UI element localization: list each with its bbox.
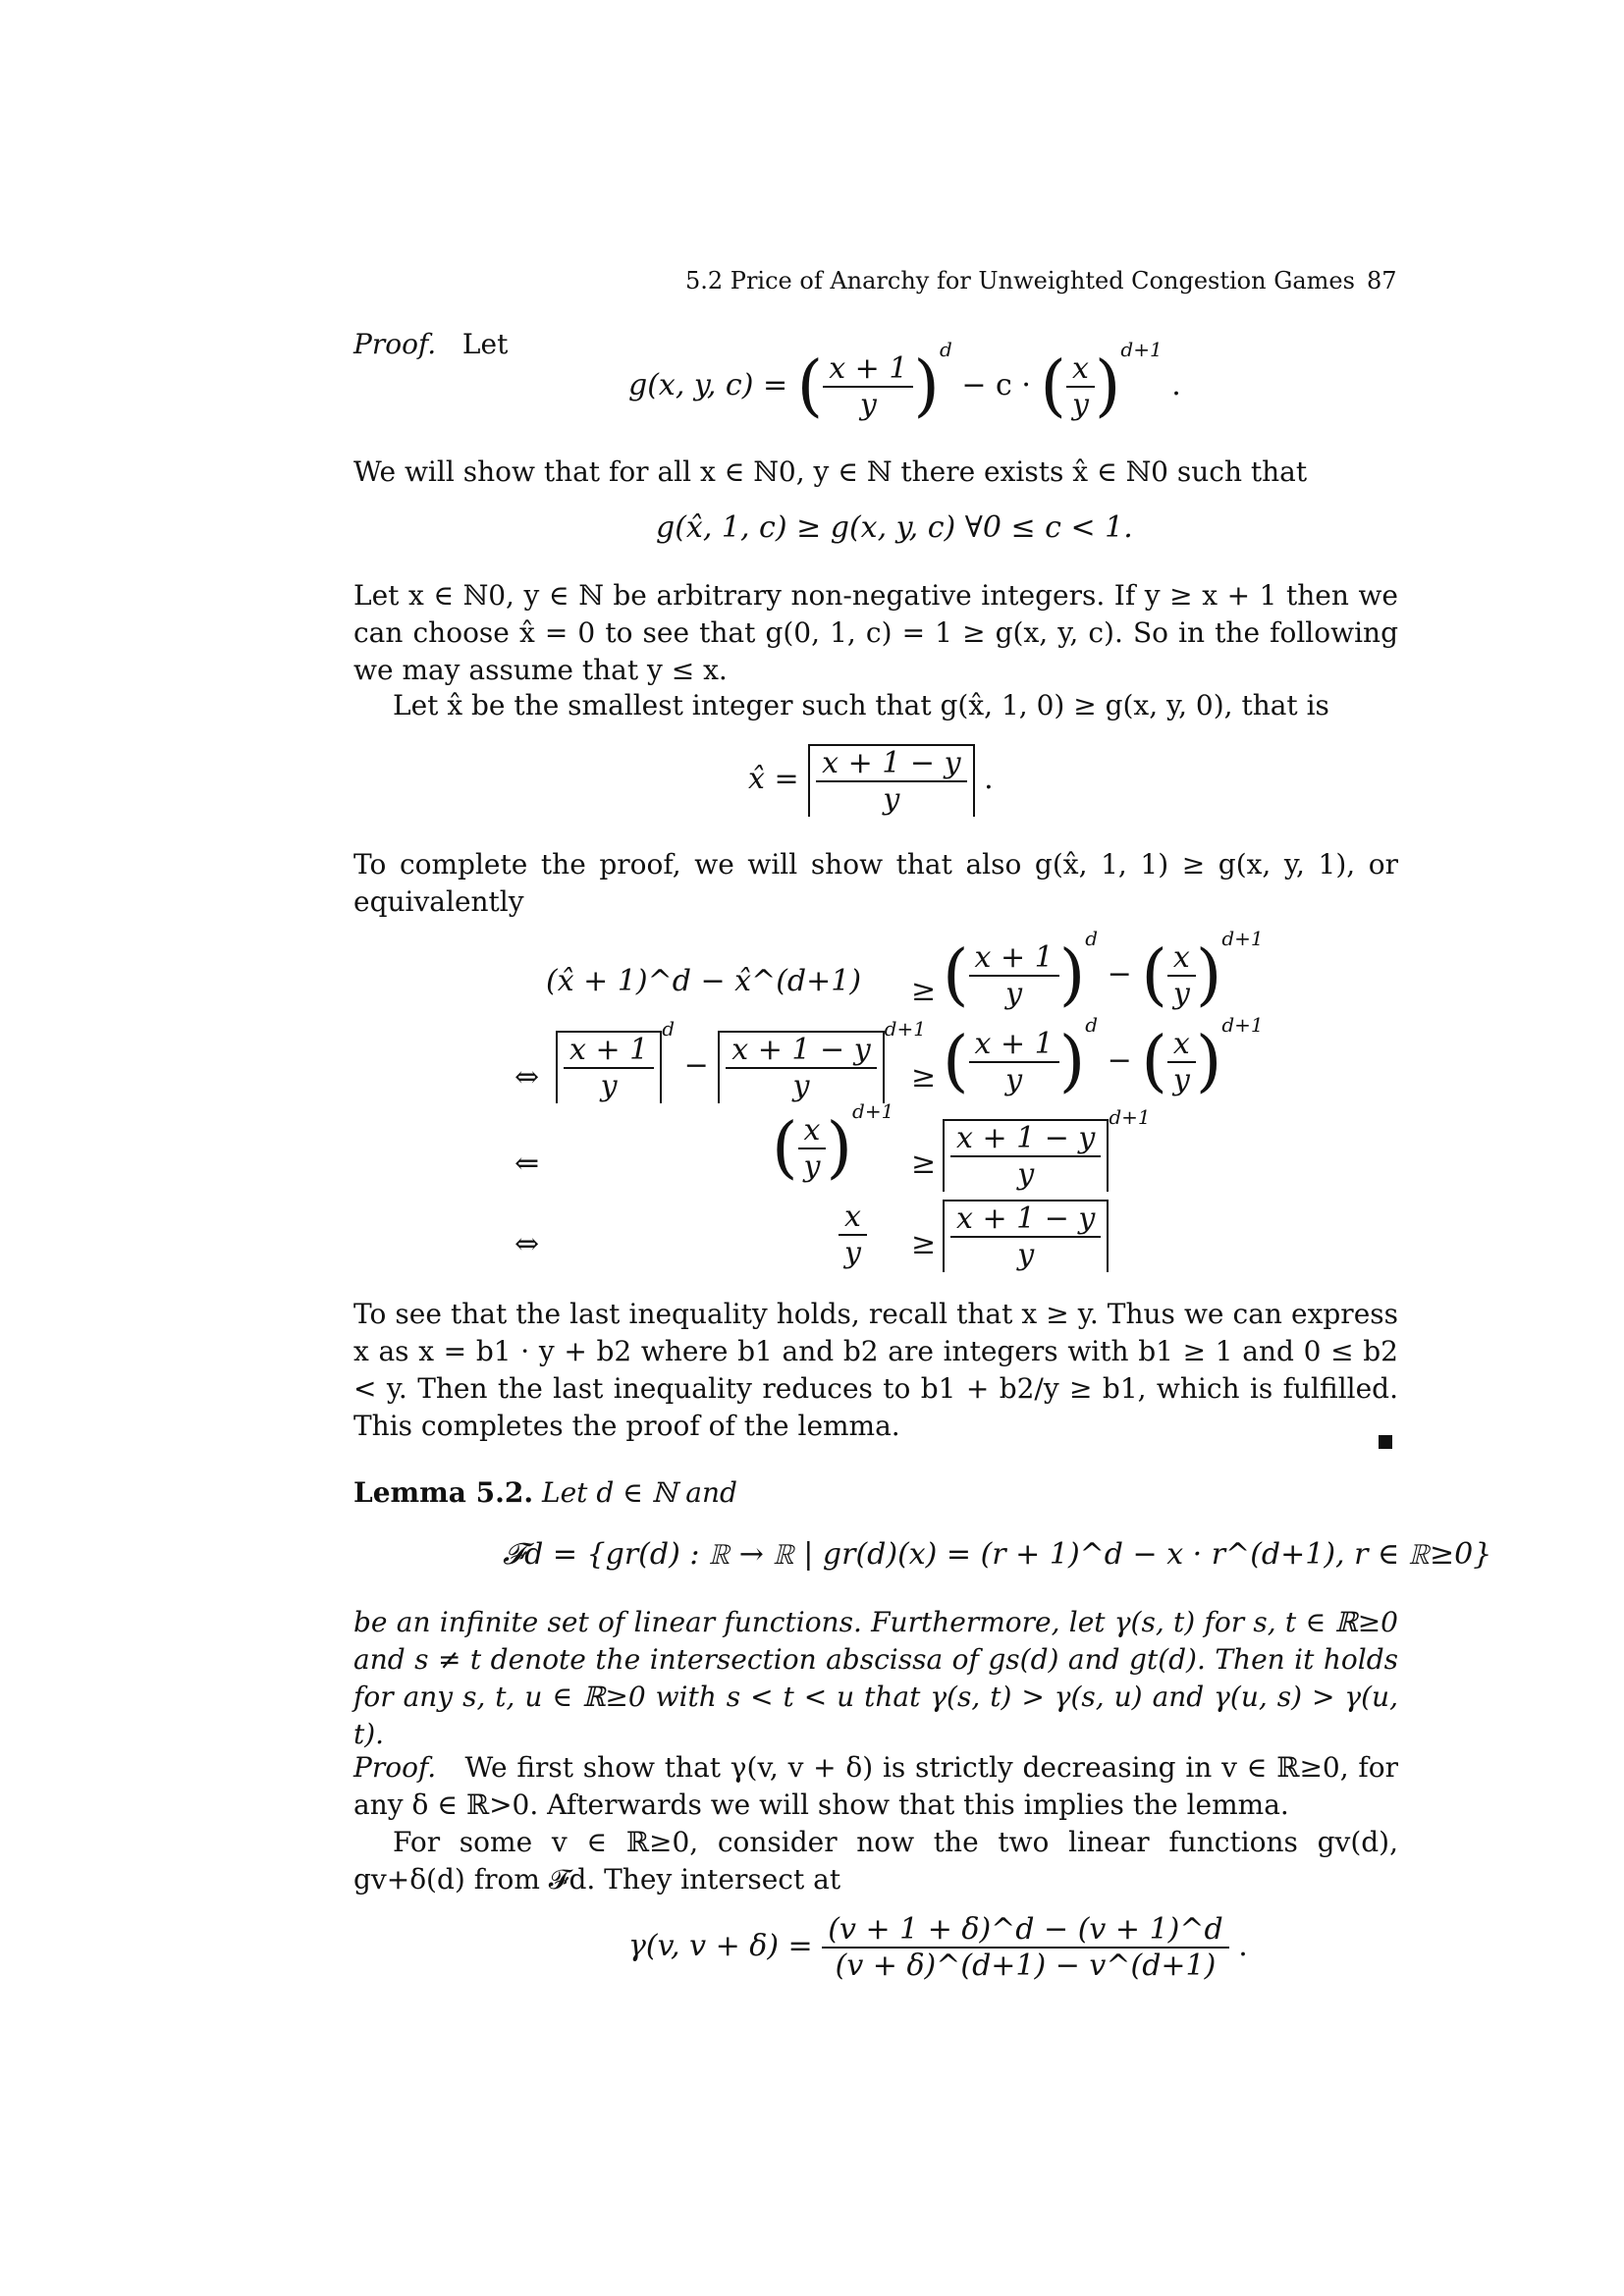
chain-row2-arrow: ⇔: [514, 1060, 540, 1095]
exp: d+1: [884, 1017, 926, 1041]
frac-den: y: [883, 782, 900, 817]
frac-den: y: [844, 1236, 861, 1270]
frac-num: x: [1167, 940, 1196, 977]
exp: d+1: [1221, 927, 1264, 950]
equation-g-definition: g(x, y, c) = ( $\frac{x + 1}{y}$ )$^d$ − c · ( $\frac{x}{y}$ )$^{d+1}$ .: [628, 338, 1181, 425]
frac-num: x + 1: [969, 940, 1059, 977]
chain-row3-arrow: ⇐: [514, 1147, 540, 1181]
exp: d+1: [852, 1099, 894, 1123]
equation-function-set: 𝓕d = {gr(d) : ℝ → ℝ | gr(d)(x) = (r + 1)^d − x · r^(d+1), r ∈ ℝ≥0}: [503, 1537, 1492, 1572]
chain-row2-geq: ≥: [911, 1060, 937, 1095]
proof2-first-text: We first show that γ(v, v + δ) is strictly decreasing in v ∈ ℝ≥0, for any δ ∈ ℝ>0. Afterwards we will show that this implies the lemma.: [353, 1751, 1398, 1821]
para-smallest: Let x̂ be the smallest integer such that g(x̂, 1, 0) ≥ g(x, y, 0), that is: [393, 689, 1329, 721]
minus: −: [1107, 1043, 1132, 1078]
frac-den: y: [1071, 388, 1089, 422]
proof2-label: Proof.: [353, 1751, 437, 1784]
chain-row3-lhs: ( $\frac{x}{y}$ )$^{d+1}$: [772, 1099, 894, 1187]
frac-num: x + 1 − y: [816, 746, 966, 782]
chain-row4-rhs: [943, 1200, 1109, 1272]
frac-den: y: [1172, 977, 1190, 1011]
frac-den: y: [859, 388, 877, 422]
frac-den: y: [600, 1069, 618, 1103]
frac-num: x + 1: [823, 351, 913, 388]
exp: d+1: [1120, 338, 1163, 361]
chain-row3-geq: ≥: [911, 1147, 937, 1181]
chain-row4-geq: ≥: [911, 1227, 937, 1261]
para-show: We will show that for all x ∈ ℕ0, y ∈ ℕ there exists x̂ ∈ ℕ0 such that: [353, 455, 1308, 488]
proof-label: [353, 326, 508, 363]
lemma-intro: Let d ∈ ℕ and: [542, 1476, 737, 1509]
para-arbitrary: Let x ∈ ℕ0, y ∈ ℕ be arbitrary non-negative integers. If y ≥ x + 1 then we can choose x̂ = 0 to see that g(0, 1, c) = 1 ≥ g(x, y, c). So in the following we may assume that y ≤ x.: [353, 579, 1398, 686]
qed-box: [1379, 1435, 1392, 1449]
frac-num: x: [1167, 1027, 1196, 1063]
para-complete: To complete the proof, we will show that also g(x̂, 1, 1) ≥ g(x, y, 1), or equivalently: [353, 848, 1398, 918]
frac-den: y: [803, 1149, 821, 1184]
gamma-num: (v + 1 + δ)^d − (v + 1)^d: [822, 1912, 1228, 1949]
exp: d: [939, 338, 952, 361]
equation-xhat: [748, 744, 994, 817]
exp: d+1: [1109, 1105, 1151, 1129]
chain-row2-lhs: [556, 1017, 926, 1103]
minus: −: [1107, 957, 1132, 991]
chain-row4-lhs: [839, 1200, 867, 1270]
frac-num: x + 1 − y: [726, 1033, 876, 1069]
period: .: [984, 762, 994, 796]
c-dot: − c ·: [961, 368, 1031, 402]
frac-den: y: [1017, 1157, 1035, 1192]
proof2-first: [353, 1749, 1398, 1824]
frac-den: y: [1017, 1238, 1035, 1272]
eq-gamma-lhs: γ(v, v + δ) =: [628, 1929, 813, 1963]
frac-den: y: [1005, 977, 1023, 1011]
chain-row2-rhs: ( $\frac{x + 1}{y}$ )$^d$ − ( $\frac{x}{y}$ )$^{d+1}$: [943, 1013, 1264, 1100]
eq-g-lhs: g(x, y, c) =: [628, 368, 788, 402]
frac-num: x + 1: [969, 1027, 1059, 1063]
chain-row1-rhs: ( $\frac{x + 1}{y}$ )$^d$ − ( $\frac{x}{y}$ )$^{d+1}$: [943, 927, 1264, 1014]
exp: d: [662, 1017, 676, 1041]
chain-row4-arrow: ⇔: [514, 1227, 540, 1261]
frac-den: y: [1005, 1063, 1023, 1097]
frac-num: x: [798, 1113, 827, 1149]
frac-num: x: [839, 1200, 867, 1236]
para-last-inequality: To see that the last inequality holds, recall that x ≥ y. Thus we can express x as x = b1 · y + b2 where b1 and b2 are integers with b1 ≥ 1 and 0 ≤ b2 < y. Then the last inequality reduces to b1 + b2/y ≥ b1, which is fulfilled. This completes the proof of the lemma.: [353, 1298, 1398, 1442]
gamma-den: (v + δ)^(d+1) − v^(d+1): [835, 1949, 1217, 1983]
minus: −: [683, 1048, 709, 1083]
frac-num: x + 1 − y: [950, 1121, 1101, 1157]
chain-row3-rhs: [943, 1105, 1151, 1192]
exp: d: [1085, 927, 1099, 950]
proof-label-text: Proof.: [353, 328, 437, 360]
exp: d+1: [1221, 1013, 1264, 1037]
frac-num: x + 1: [564, 1033, 654, 1069]
running-title: 5.2 Price of Anarchy for Unweighted Congestion Games: [685, 267, 1355, 294]
page-number: 87: [1367, 267, 1397, 294]
equation-claim: g(x̂, 1, c) ≥ g(x, y, c) ∀0 ≤ c < 1.: [656, 510, 1133, 545]
period: .: [1238, 1929, 1248, 1963]
lemma-statement: be an infinite set of linear functions. Furthermore, let γ(s, t) for s, t ∈ ℝ≥0 and s ≠ t denote the intersection abscissa of gs(d) and gt(d). Then it holds for any s, t, u ∈ ℝ≥0 with s < t < u that γ(s, t) > γ(s, u) and γ(u, s) > γ(u, t).: [353, 1606, 1398, 1750]
lemma-label: Lemma 5.2.: [353, 1476, 534, 1509]
chain-row1-geq: ≥: [911, 974, 937, 1008]
frac-num: x: [1066, 351, 1095, 388]
frac-den: y: [1172, 1063, 1190, 1097]
frac-den: y: [792, 1069, 810, 1103]
eq-xhat-lhs: x̂ =: [748, 762, 799, 796]
equation-gamma: [628, 1912, 1248, 1983]
chain-row1-lhs: (x̂ + 1)^d − x̂^(d+1): [546, 964, 862, 998]
lemma-header: [353, 1474, 737, 1512]
exp: d: [1085, 1013, 1099, 1037]
proof-intro: Let: [461, 328, 509, 360]
period: .: [1171, 368, 1181, 402]
frac-num: x + 1 − y: [950, 1201, 1101, 1238]
proof2-some: For some v ∈ ℝ≥0, consider now the two linear functions gv(d), gv+δ(d) from 𝓕d. They intersect at: [353, 1826, 1398, 1896]
